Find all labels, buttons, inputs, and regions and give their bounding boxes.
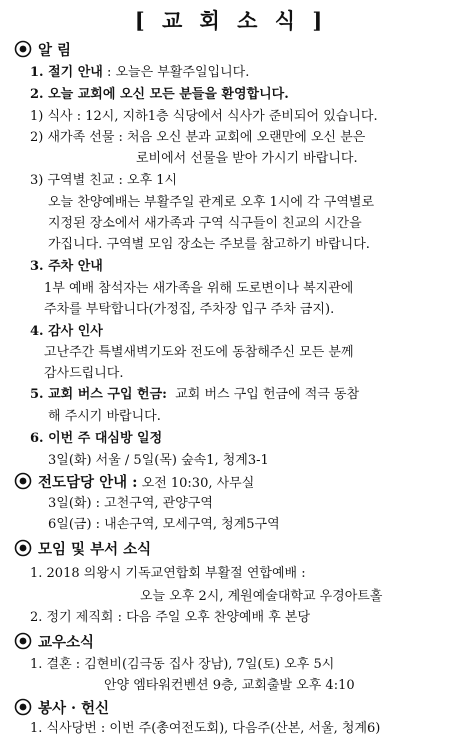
groups-item-1a: 1. 2018 의왕시 기독교연합회 부활절 연합예배 : [30,566,306,581]
section-service [14,698,109,719]
notice-item-3b: 주차를 부탁합니다(가정집, 주차장 입구 주차 금지). [44,302,335,317]
notice-item-4: 4. 감사 인사 [30,324,103,339]
section-groups-title: 모임 및 부서 소식 [38,541,152,558]
notice-sub-3c: 가집니다. 구역별 모임 장소는 주보를 참고하기 바랍니다. [48,237,370,252]
section-evangelism-title: 전도담당 안내 : [38,474,138,491]
evangelism-line-2: 6일(금) : 내손구역, 모세구역, 청계5구역 [48,517,280,532]
section-notice-title: 알 림 [38,42,72,59]
circled-dot-icon [14,539,32,557]
notice-item-1-body: : 오늘은 부활주일입니다. [102,65,250,80]
section-service-title: 봉사 · 헌신 [38,700,110,717]
groups-item-2: 2. 정기 제직회 : 다음 주일 오후 찬양예배 후 본당 [30,610,311,625]
groups-item-1b: 오늘 오후 2시, 계원예술대학교 우경아트홀 [140,589,383,604]
section-evangelism [14,472,254,494]
circled-dot-icon [14,698,32,716]
service-item-1: 1. 식사당번 : 이번 주(총여전도회), 다음주(산본, 서울, 청계6) [30,721,381,736]
page-title: [ 교 회 소 식 ] [134,8,328,33]
circled-dot-icon [14,632,32,650]
notice-sub-2b: 로비에서 선물을 받아 가시기 바랍니다. [136,151,358,166]
notice-item-6a: 3일(화) 서울 / 5일(목) 숲속1, 청계3-1 [48,453,269,468]
section-groups [14,539,151,560]
section-members [14,632,94,653]
circled-dot-icon [14,40,32,58]
notice-sub-2a: 2) 새가족 선물 : 처음 오신 분과 교회에 오랜만에 오신 분은 [30,130,366,145]
notice-sub-1: 1) 식사 : 12시, 지하1층 식당에서 식사가 준비되어 있습니다. [30,109,378,124]
section-notice [14,40,71,61]
members-item-1b: 안양 엠타워컨벤션 9층, 교회출발 오후 4:10 [104,678,355,693]
notice-item-5-head: 5. 교회 버스 구입 헌금: [30,387,167,402]
notice-item-1-head: 1. 절기 안내 [30,65,103,80]
section-members-title: 교우소식 [38,634,95,651]
notice-item-5b: 해 주시기 바랍니다. [48,409,161,424]
notice-item-4a: 고난주간 특별새벽기도와 전도에 동참해주신 모든 분께 [44,345,354,360]
notice-sub-3: 3) 구역별 친교 : 오후 1시 [30,173,178,188]
circled-dot-icon [14,472,32,490]
members-item-1a: 1. 결혼 : 김현비(김극동 집사 장남), 7일(토) 오후 5시 [30,657,335,672]
notice-item-6: 6. 이번 주 대심방 일정 [30,431,163,446]
notice-item-4b: 감사드립니다. [44,366,124,381]
evangelism-line-1: 3일(화) : 고천구역, 관양구역 [48,496,213,511]
evangelism-time: 오전 10:30, 사무실 [141,476,255,491]
notice-item-5-body: 교회 버스 구입 헌금에 적극 동참 [175,387,360,402]
notice-item-3a: 1부 예배 참석자는 새가족을 위해 도로변이나 복지관에 [44,281,354,296]
notice-item-1 [30,63,249,83]
notice-item-2: 2. 오늘 교회에 오신 모든 분들을 환영합니다. [30,87,289,102]
notice-sub-3a: 오늘 찬양예배는 부활주일 관계로 오후 1시에 각 구역별로 [48,195,375,210]
notice-item-5 [30,385,359,405]
notice-sub-3b: 지정된 장소에서 새가족과 구역 식구들이 친교의 시간을 [48,216,362,231]
notice-item-3: 3. 주차 안내 [30,259,103,274]
